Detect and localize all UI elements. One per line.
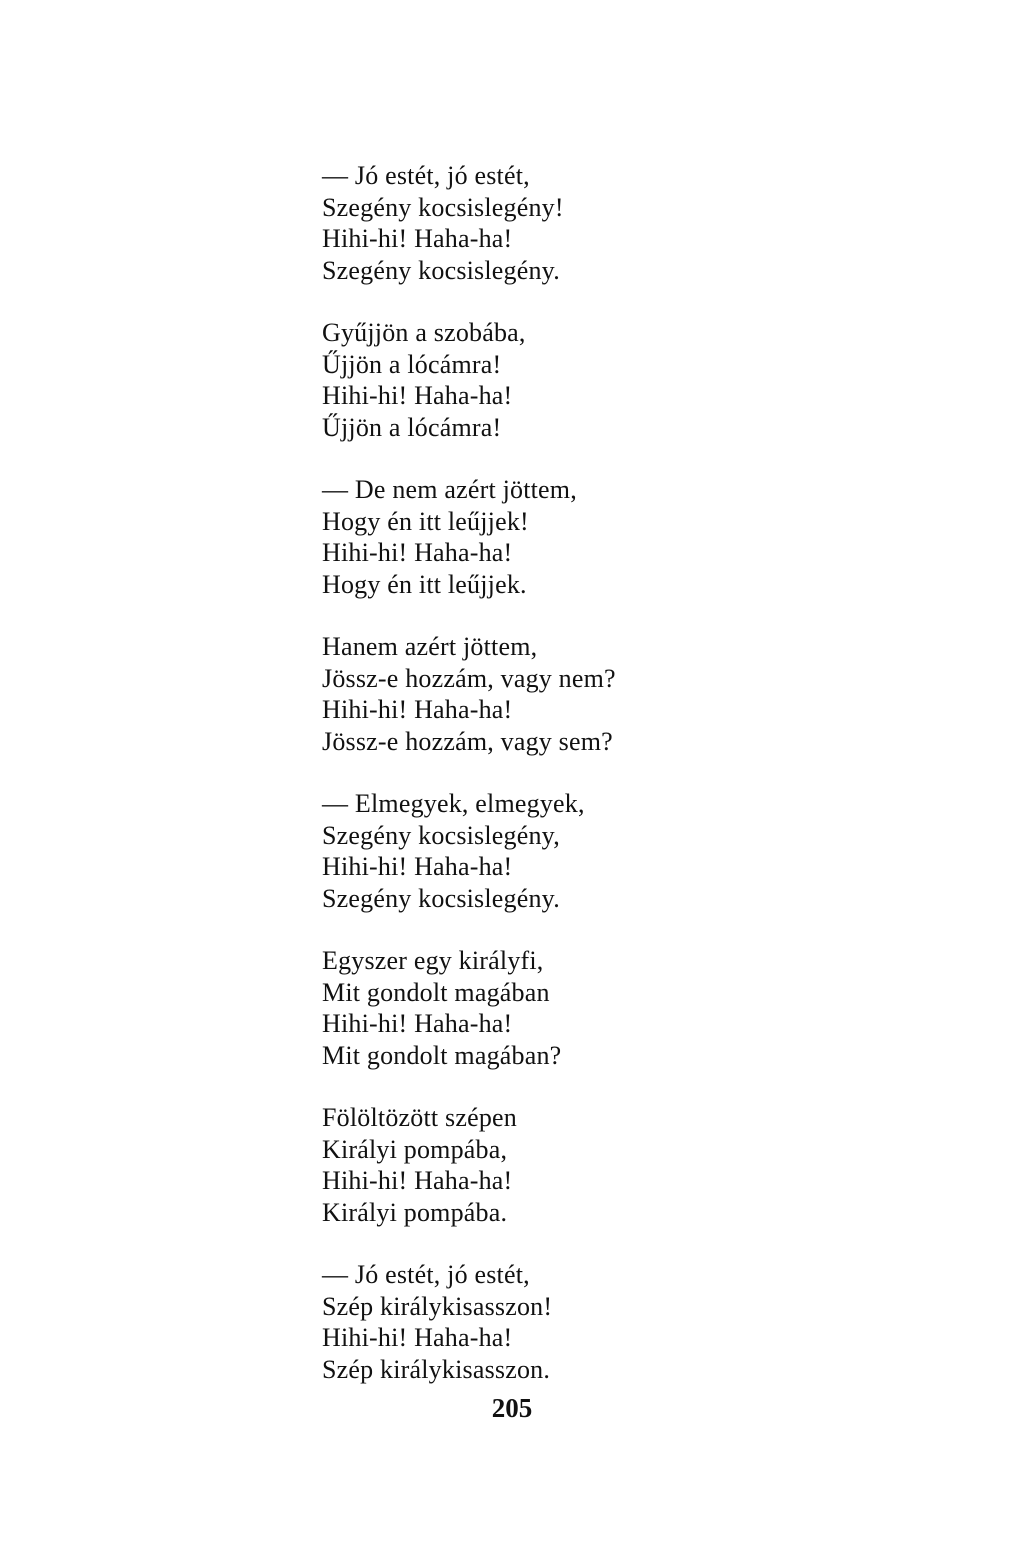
poem-line: Hihi-hi! Haha-ha!	[322, 224, 513, 253]
poem-line: — Jó estét, jó estét,	[322, 1260, 530, 1289]
stanza-3	[322, 474, 842, 600]
poem-line: Hihi-hi! Haha-ha!	[322, 1323, 513, 1352]
poem-line: Fölöltözött szépen	[322, 1103, 517, 1132]
stanza-2	[322, 317, 842, 443]
poem-line: Jössz-e hozzám, vagy sem?	[322, 726, 613, 756]
poem-line: — Elmegyek, elmegyek,	[322, 789, 585, 818]
stanza-4	[322, 631, 842, 757]
poem-line: Hihi-hi! Haha-ha!	[322, 381, 513, 410]
poem-line: Mit gondolt magában	[322, 977, 550, 1007]
poem-line: Hogy én itt leűjjek!	[322, 506, 529, 536]
poem-line: Hihi-hi! Haha-ha!	[322, 538, 513, 567]
poem-line: Szép királykisasszon.	[322, 1354, 551, 1384]
poem-line: Hihi-hi! Haha-ha!	[322, 1166, 513, 1195]
poem-line: — Jó estét, jó estét,	[322, 161, 530, 190]
poem-line: Királyi pompába,	[322, 1134, 508, 1164]
poem-line: Hihi-hi! Haha-ha!	[322, 852, 513, 881]
poem-line: Szegény kocsislegény.	[322, 883, 560, 913]
poem-line: Egyszer egy királyfi,	[322, 946, 544, 975]
stanza-6	[322, 945, 842, 1071]
poem-line: Gyűjjön a szobába,	[322, 318, 526, 347]
poem-line: Mit gondolt magában?	[322, 1040, 562, 1070]
poem-line: Jössz-e hozzám, vagy nem?	[322, 663, 616, 693]
stanza-5	[322, 788, 842, 914]
poem-line: Szegény kocsislegény,	[322, 820, 560, 850]
poem-line: Királyi pompába.	[322, 1197, 508, 1227]
stanza-1	[322, 160, 842, 286]
stanza-7	[322, 1102, 842, 1228]
poem-line: Hihi-hi! Haha-ha!	[322, 695, 513, 724]
poem-line: Szegény kocsislegény.	[322, 255, 560, 285]
poem-line: Hanem azért jöttem,	[322, 632, 538, 661]
poem-text	[322, 160, 842, 1416]
poem-line: Szép királykisasszon!	[322, 1291, 553, 1321]
stanza-8	[322, 1259, 842, 1385]
poem-line: Hihi-hi! Haha-ha!	[322, 1009, 513, 1038]
page-number: 205	[491, 1393, 533, 1423]
poem-line: Hogy én itt leűjjek.	[322, 569, 527, 599]
poem-line: — De nem azért jöttem,	[322, 475, 577, 504]
poem-line: Szegény kocsislegény!	[322, 192, 564, 222]
poem-line: Űjjön a lócámra!	[322, 412, 502, 442]
poem-line: Űjjön a lócámra!	[322, 349, 502, 379]
